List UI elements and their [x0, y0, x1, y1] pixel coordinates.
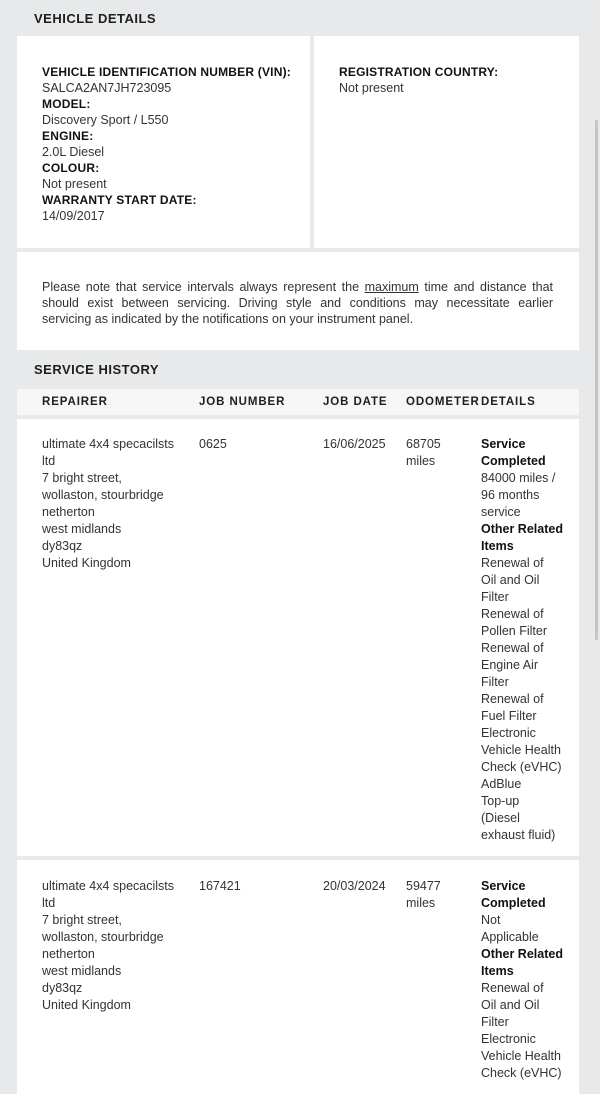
details-cell: Service Completed Not Applicable Other Related Items Renewal of Oil and Oil Filter Electronic Vehicle Health Check (eVHC)	[481, 879, 563, 1080]
job-number-cell: 167421	[199, 879, 241, 893]
odometer-cell: 68705 miles	[406, 437, 441, 468]
vin-value: SALCA2AN7JH723095	[42, 81, 172, 95]
engine-value: 2.0L Diesel	[42, 145, 105, 159]
repairer-cell: ultimate 4x4 specacilsts ltd 7 bright street, wollaston, stourbridge netherton west midlands dy83qz United Kingdom	[42, 437, 175, 570]
colour-label: COLOUR:	[42, 161, 100, 175]
odometer-cell: 59477 miles	[406, 879, 441, 910]
warranty-label: WARRANTY START DATE:	[42, 193, 197, 207]
job-date-cell: 16/06/2025	[323, 437, 386, 451]
col-job-number: JOB NUMBER	[199, 396, 286, 408]
job-number-cell: 0625	[199, 437, 227, 451]
engine-label: ENGINE:	[42, 129, 94, 143]
country-label: REGISTRATION COUNTRY:	[339, 65, 499, 79]
vehicle-details-title: VEHICLE DETAILS	[34, 11, 157, 26]
service-interval-notice: Please note that service intervals always represent the maximum time and distance that should exist between servicing. Driving style and conditions may necessitate earlier servicing as indicated by the notifications on your instrument panel.	[42, 280, 553, 326]
repairer-cell: ultimate 4x4 specacilsts ltd 7 bright street, wollaston, stourbridge netherton west midlands dy83qz United Kingdom	[42, 879, 175, 1012]
maximum-emphasis: maximum	[364, 280, 419, 294]
col-job-date: JOB DATE	[323, 396, 388, 408]
model-value: Discovery Sport / L550	[42, 113, 169, 127]
col-repairer: REPAIRER	[42, 396, 108, 408]
details-cell: Service Completed 84000 miles / 96 months service Other Related Items Renewal of Oil and Oil Filter Renewal of Pollen Filter Renewal of Engine Air Filter Renewal of Fuel Filter Electronic Vehicle Health Check (eVHC) AdBlue Top-up (Diesel exhaust fluid)	[481, 437, 563, 842]
service-history-title: SERVICE HISTORY	[34, 362, 160, 377]
col-details: DETAILS	[481, 396, 536, 408]
col-odometer: ODOMETER	[406, 396, 480, 408]
model-label: MODEL:	[42, 97, 91, 111]
page-scrollbar[interactable]	[595, 120, 598, 640]
country-value: Not present	[339, 81, 404, 95]
vehicle-info-card	[17, 36, 310, 248]
vin-label: VEHICLE IDENTIFICATION NUMBER (VIN):	[42, 65, 291, 79]
warranty-value: 14/09/2017	[42, 209, 105, 223]
job-date-cell: 20/03/2024	[323, 879, 386, 893]
colour-value: Not present	[42, 177, 107, 191]
registration-card	[314, 36, 579, 248]
